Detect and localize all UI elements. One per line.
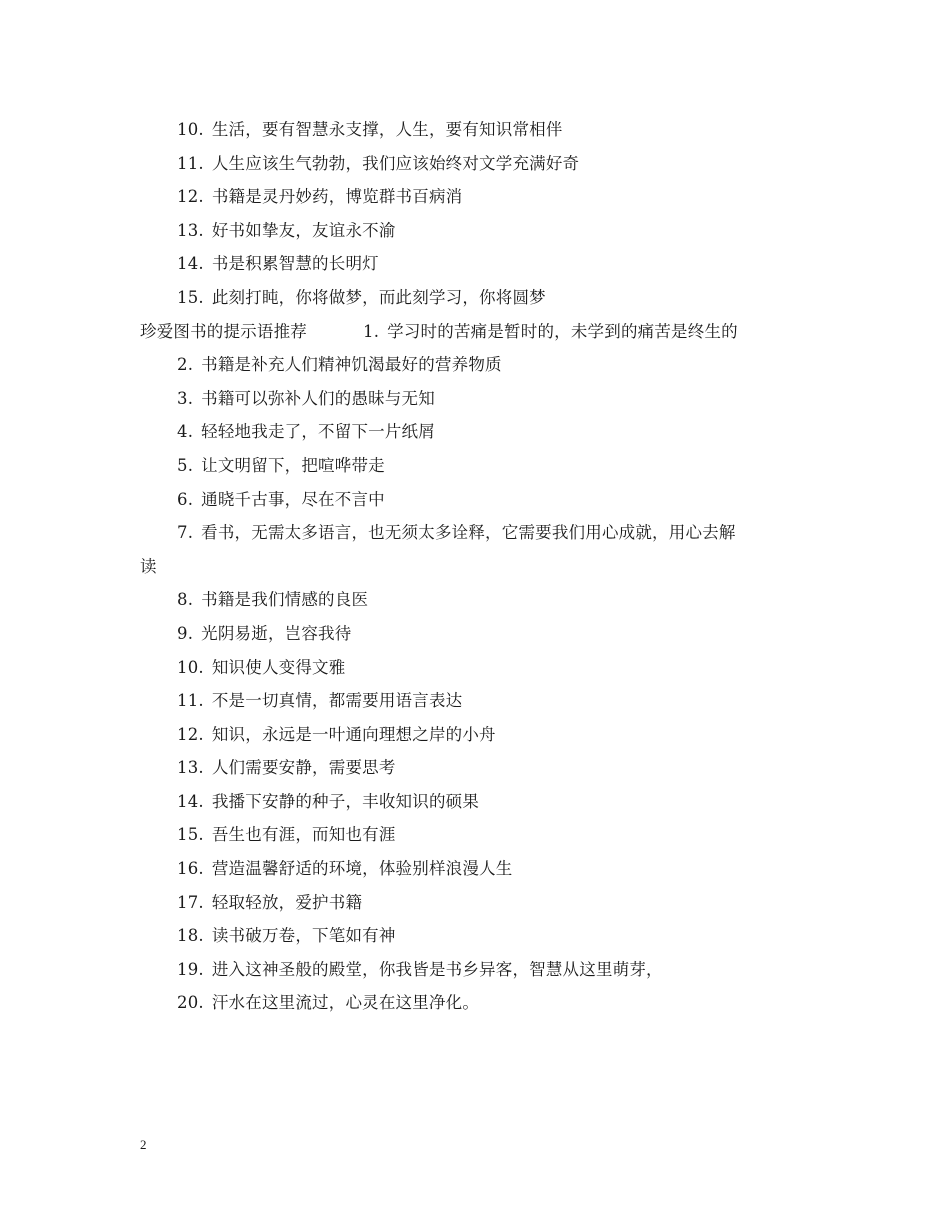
list-item: [140, 919, 815, 953]
item-number: 7.: [177, 523, 194, 543]
item-text: 学习时的苦痛是暂时的，未学到的痛苦是终生的: [387, 321, 738, 341]
list-item: [140, 651, 815, 685]
list-item: [140, 449, 815, 483]
item-text: 人们需要安静，需要思考: [211, 758, 396, 778]
item-text: 通晓千古事，尽在不言中: [201, 489, 385, 509]
item-text: 看书，无需太多语言，也无须太多诠释，它需要我们用心成就，用心去解: [201, 523, 736, 543]
item-text: 让文明留下，把喧哗带走: [201, 455, 385, 475]
list-item: [140, 751, 815, 785]
item-text: 不是一切真情，都需要用语言表达: [211, 691, 463, 711]
item-number: 14.: [177, 791, 204, 811]
list-item: [140, 684, 815, 718]
item-number: 12.: [177, 187, 204, 207]
list-item: [140, 382, 815, 416]
item-number: 2.: [177, 355, 194, 375]
item-text: 人生应该生气勃勃，我们应该始终对文学充满好奇: [211, 153, 580, 173]
page-number: 2: [140, 1137, 147, 1152]
list-item: [140, 113, 815, 147]
item-number: 9.: [177, 623, 194, 643]
item-number: 10.: [177, 657, 204, 677]
item-text: 书籍是我们情感的良医: [201, 590, 369, 610]
item-number: 3.: [177, 388, 194, 408]
item-number: 8.: [177, 590, 194, 610]
item-number: 5.: [177, 455, 194, 475]
list-item: [140, 852, 815, 886]
item-text: 读书破万卷，下笔如有神: [211, 926, 396, 946]
item-number: 16.: [177, 859, 204, 879]
item-text: 光阴易逝，岂容我待: [201, 623, 352, 643]
list-item: [140, 785, 815, 819]
item-text: 书籍可以弥补人们的愚昧与无知: [201, 388, 435, 408]
section-heading: 珍爱图书的提示语推荐: [140, 321, 307, 341]
item-text: 进入这神圣般的殿堂，你我皆是书乡异客，智慧从这里萌芽，: [211, 959, 663, 979]
list-item: [140, 180, 815, 214]
item-text: 汗水在这里流过，心灵在这里净化。: [211, 993, 480, 1013]
item-number: 4.: [177, 422, 194, 442]
list-item: [140, 281, 815, 315]
item-text: 轻轻地我走了，不留下一片纸屑: [201, 422, 435, 442]
list-item: [140, 818, 815, 852]
item-text: 知识，永远是一叶通向理想之岸的小舟: [211, 724, 496, 744]
item-text-continuation: 读: [140, 556, 157, 576]
list-item: [140, 247, 815, 281]
item-text: 此刻打盹，你将做梦，而此刻学习，你将圆梦: [211, 287, 546, 307]
item-number: 1.: [363, 321, 380, 341]
item-text: 营造温馨舒适的环境，体验别样浪漫人生: [211, 859, 513, 879]
item-number: 14.: [177, 254, 204, 274]
list-item-wrapped-first: [140, 516, 815, 550]
item-number: 11.: [177, 691, 204, 711]
item-number: 15.: [177, 825, 204, 845]
item-text: 吾生也有涯，而知也有涯: [211, 825, 396, 845]
item-text: 我播下安静的种子，丰收知识的硕果: [211, 791, 480, 811]
item-number: 12.: [177, 724, 204, 744]
list-item-wrapped-continuation: [140, 550, 815, 584]
list-item: [140, 348, 815, 382]
list-item: [140, 617, 815, 651]
document-body: [140, 113, 815, 1020]
item-number: 18.: [177, 926, 204, 946]
list-item: [140, 214, 815, 248]
list-item: [140, 986, 815, 1020]
list-item: [140, 583, 815, 617]
item-number: 11.: [177, 153, 204, 173]
item-text: 书是积累智慧的长明灯: [211, 254, 379, 274]
list-item: [140, 718, 815, 752]
item-text: 书籍是补充人们精神饥渴最好的营养物质: [201, 355, 502, 375]
item-number: 13.: [177, 220, 204, 240]
list-item: [140, 953, 815, 987]
item-text: 轻取轻放，爱护书籍: [211, 892, 363, 912]
item-text: 书籍是灵丹妙药，博览群书百病消: [211, 187, 463, 207]
item-number: 13.: [177, 758, 204, 778]
item-text: 知识使人变得文雅: [211, 657, 346, 677]
item-number: 20.: [177, 993, 204, 1013]
item-text: 好书如挚友，友谊永不渝: [211, 220, 396, 240]
item-number: 6.: [177, 489, 194, 509]
section-heading-line: [140, 315, 815, 349]
item-number: 10.: [177, 120, 204, 139]
list-item: [140, 886, 815, 920]
item-number: 15.: [177, 287, 204, 307]
list-item: [140, 147, 815, 181]
item-number: 17.: [177, 892, 204, 912]
list-item: [140, 483, 815, 517]
list-item: [140, 415, 815, 449]
item-text: 生活，要有智慧永支撑，人生，要有知识常相伴: [211, 120, 563, 139]
item-number: 19.: [177, 959, 204, 979]
